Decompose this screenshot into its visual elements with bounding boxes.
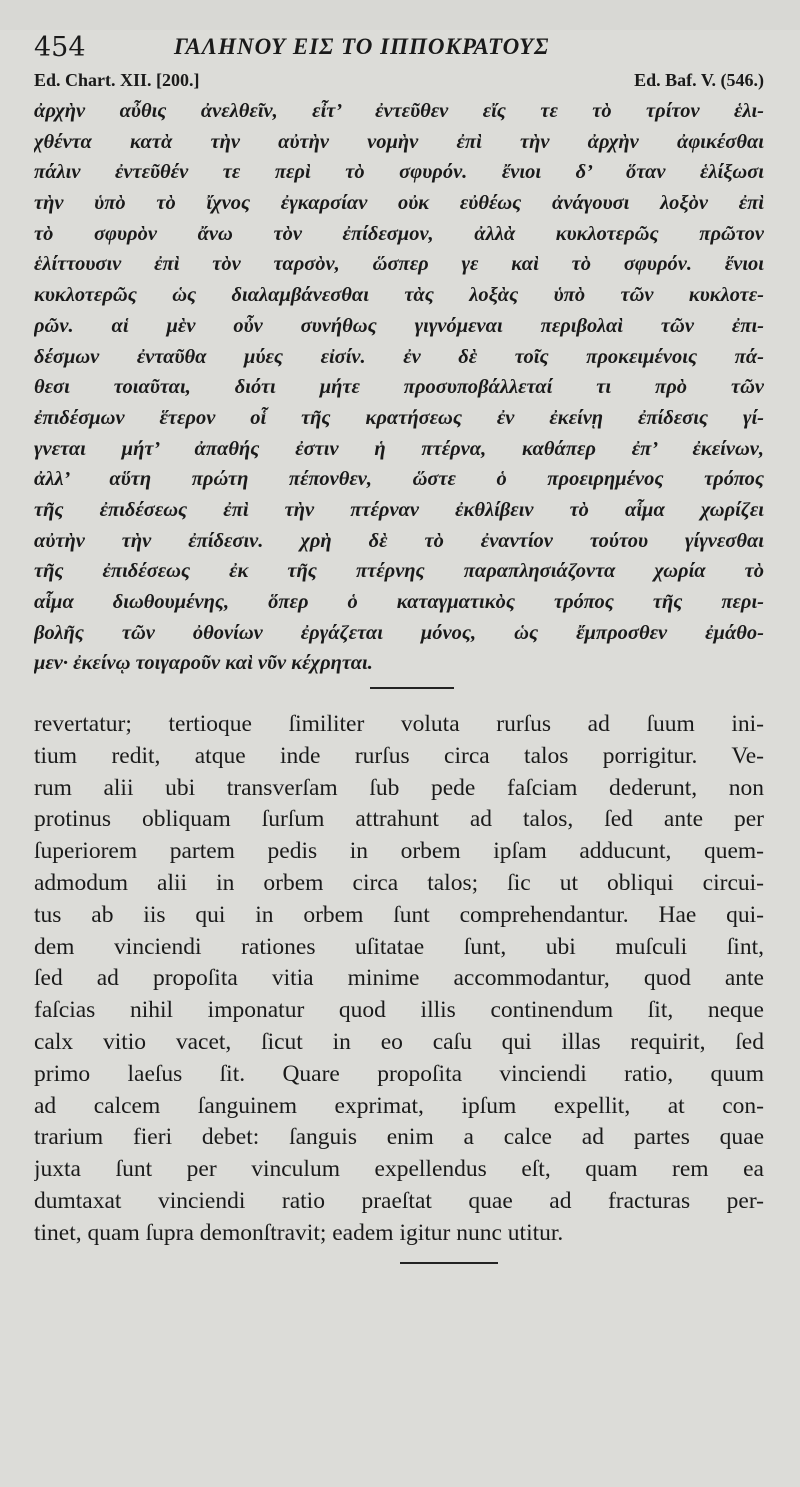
greek-text-line: τὸ σφυρὸν ἄνω τὸν ἐπίδεσμον, ἀλλὰ κυκλοτερῶς πρῶτον: [34, 222, 764, 245]
greek-text-line: τὴν ὑπὸ τὸ ἴχνος ἐγκαρσίαν οὐκ εὐθέως ἀνάγουσι λοξὸν ἐπὶ: [34, 192, 764, 215]
greek-text-line: ρῶν. αἱ μὲν οὖν συνήθως γιγνόμεναι περιβολαὶ τῶν ἐπι-: [34, 314, 764, 337]
greek-text-line: τῆς ἐπιδέσεως ἐκ τῆς πτέρνης παραπλησιάζοντα χωρία τὸ: [34, 560, 764, 583]
edition-basel-ref: Ed. Baf. V. (546.): [634, 70, 764, 90]
page-number: 454: [34, 32, 86, 63]
greek-text-line: αἷμα διωθουμένης, ὅπερ ὁ καταγματικὸς τρόπος τῆς περι-: [34, 591, 764, 613]
latin-text-line: admodum alii in orbem circa talos; ſic ut obliqui circui-: [34, 870, 764, 897]
edition-line: [34, 70, 764, 94]
running-title: ΓΑΛΗΝΟΥ ΕΙΣ ΤΟ ΙΠΠΟΚΡΑΤΟΥΣ: [174, 34, 550, 59]
latin-text-line: ſed ad propoſita vitia minime accommodantur, quod ante: [34, 965, 764, 992]
latin-text-line: faſcias nihil imponatur quod illis continendum ſit, neque: [34, 997, 764, 1024]
latin-text-line: primo laeſus ſit. Quare propoſita vinciendi ratio, quum: [34, 1060, 764, 1087]
latin-text-line: tus ab iis qui in orbem ſunt comprehendantur. Hae qui-: [34, 901, 764, 928]
edition-chartier-ref: Ed. Chart. XII. [200.]: [34, 70, 200, 90]
greek-text-line: τῆς ἐπιδέσεως ἐπὶ τὴν πτέρναν ἐκθλίβειν τὸ αἷμα χωρίζει: [34, 498, 764, 521]
greek-text-line: ἑλίττουσιν ἐπὶ τὸν ταρσὸν, ὥσπερ γε καὶ τὸ σφυρόν. ἔνιοι: [34, 253, 764, 276]
latin-text-line: ad calcem ſanguinem exprimat, ipſum expellit, at con-: [34, 1092, 764, 1119]
latin-text-line: tium redit, atque inde rurſus circa talos porrigitur. Ve-: [34, 742, 764, 769]
greek-text-line: ἐπιδέσμων ἕτερον οἷ τῆς κρατήσεως ἐν ἐκείνῃ ἐπίδεσις γί-: [34, 406, 764, 429]
greek-text-line: κυκλοτερῶς ὡς διαλαμβάνεσθαι τὰς λοξὰς ὑπὸ τῶν κυκλοτε-: [34, 284, 764, 307]
greek-text-block: [34, 96, 764, 679]
page-end-divider: [400, 1262, 498, 1264]
latin-text-block: [34, 709, 764, 1250]
latin-text-line: revertatur; tertioque ſimiliter voluta rurſus ad ſuum ini-: [34, 711, 764, 738]
section-divider: [370, 687, 454, 689]
book-page: [0, 30, 800, 1487]
greek-text-line: ἀρχὴν αὖθις ἀνελθεῖν, εἶτ’ ἐντεῦθεν εἴς τε τὸ τρίτον ἑλι-: [34, 100, 764, 122]
latin-text-line: dumtaxat vinciendi ratio praeſtat quae ad fracturas per-: [34, 1188, 764, 1215]
greek-text-line: χθέντα κατὰ τὴν αὐτὴν νομὴν ἐπὶ τὴν ἀρχὴν ἀφικέσθαι: [34, 130, 764, 153]
latin-text-line: tinet, quam ſupra demonſtravit; eadem igitur nunc utitur.: [34, 1219, 564, 1246]
greek-text-line: γνεται μήτ’ ἀπαθής ἐστιν ἡ πτέρνα, καθάπερ ἐπ’ ἐκείνων,: [34, 437, 764, 460]
latin-text-line: dem vinciendi rationes uſitatae ſunt, ubi muſculi ſint,: [34, 933, 764, 960]
running-head: [34, 30, 764, 70]
greek-text-line: δέσμων ἐνταῦθα μύες εἰσίν. ἐν δὲ τοῖς προκειμένοις πά-: [34, 345, 764, 368]
latin-text-line: protinus obliquam ſurſum attrahunt ad talos, ſed ante per: [34, 806, 764, 833]
greek-text-line: ἀλλ’ αὕτη πρώτη πέπονθεν, ὥστε ὁ προειρημένος τρόπος: [34, 468, 764, 491]
latin-text-line: trarium fieri debet: ſanguis enim a calce ad partes quae: [34, 1124, 764, 1151]
latin-text-line: juxta ſunt per vinculum expellendus eſt, quam rem ea: [34, 1156, 764, 1183]
greek-text-line: πάλιν ἐντεῦθέν τε περὶ τὸ σφυρόν. ἔνιοι δ’ ὅταν ἑλίξωσι: [34, 161, 764, 184]
greek-text-line: μεν· ἐκείνῳ τοιγαροῦν καὶ νῦν κέχρηται.: [34, 652, 373, 675]
greek-text-line: αὐτὴν τὴν ἐπίδεσιν. χρὴ δὲ τὸ ἐναντίον τούτου γίγνεσθαι: [34, 529, 764, 552]
latin-text-line: ſuperiorem partem pedis in orbem ipſam adducunt, quem-: [34, 838, 764, 865]
latin-text-line: rum alii ubi transverſam ſub pede faſciam dederunt, non: [34, 774, 764, 801]
greek-text-line: θεσι τοιαῦται, διότι μήτε προσυποβάλλεταί τι πρὸ τῶν: [34, 376, 764, 399]
greek-text-line: βολῆς τῶν ὀθονίων ἐργάζεται μόνος, ὡς ἔμπροσθεν ἐμάθο-: [34, 621, 764, 644]
latin-text-line: calx vitio vacet, ſicut in eo caſu qui illas requirit, ſed: [34, 1029, 764, 1056]
